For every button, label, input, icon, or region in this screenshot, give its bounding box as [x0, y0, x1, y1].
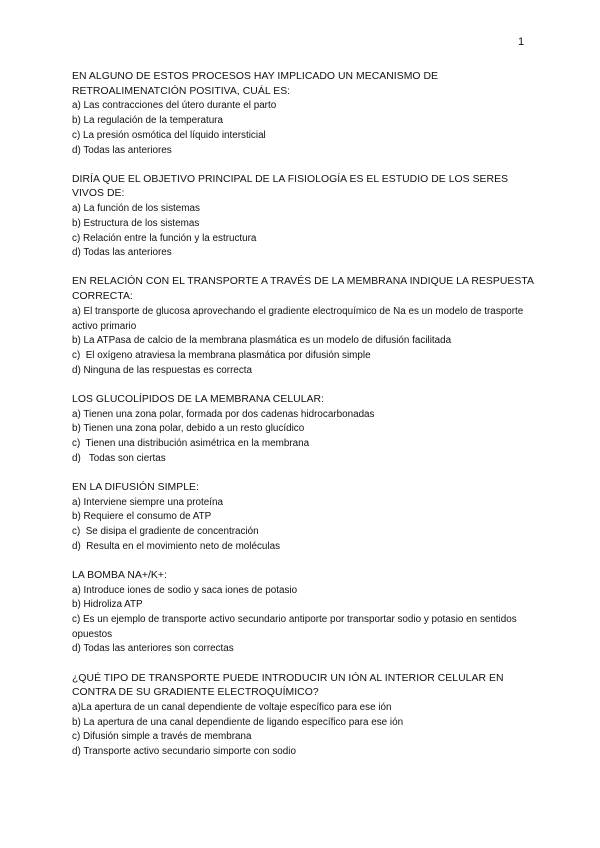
answer-option-a: a) Las contracciones del útero durante el parto — [72, 100, 277, 112]
answer-option-a: a) Introduce iones de sodio y saca iones de potasio — [72, 584, 298, 596]
question-text: ¿QUÉ TIPO DE TRANSPORTE PUEDE INTRODUCIR UN IÓN AL INTERIOR CELULAR EN CONTRA DE SU GRADIENTE ELECTROQUÍMICO? — [72, 672, 504, 699]
answer-option-b: b) La regulación de la temperatura — [72, 115, 223, 127]
question-text: DIRÍA QUE EL OBJETIVO PRINCIPAL DE LA FISIOLOGÍA ES EL ESTUDIO DE LOS SERES VIVOS DE: — [72, 173, 509, 200]
question-2 — [72, 173, 542, 261]
answer-option-c: c) Es un ejemplo de transporte activo secundario antiporte por transportar sodio y potasio en sentidos opuestos — [72, 614, 520, 640]
answer-option-d: d) Todas las anteriores son correctas — [72, 643, 234, 655]
question-text: EN ALGUNO DE ESTOS PROCESOS HAY IMPLICADO UN MECANISMO DE RETROALIMENATCIÓN POSITIVA, CUÁL ES: — [72, 71, 439, 97]
question-5 — [72, 481, 542, 555]
answer-option-c: c) El oxígeno atraviesa la membrana plasmática por difusión simple — [72, 349, 371, 361]
question-7 — [72, 672, 542, 760]
answer-option-b: b) La ATPasa de calcio de la membrana plasmática es un modelo de difusión facilitada — [72, 335, 452, 347]
answer-option-c: c) Tienen una distribución asimétrica en la membrana — [72, 437, 310, 449]
answer-option-a: a) Interviene siempre una proteína — [72, 496, 223, 508]
page-number: 1 — [518, 36, 525, 48]
question-3 — [72, 275, 542, 378]
question-4 — [72, 393, 542, 467]
question-text: EN LA DIFUSIÓN SIMPLE: — [72, 481, 199, 493]
question-list — [72, 70, 542, 774]
answer-option-d: d) Resulta en el movimiento neto de moléculas — [72, 540, 281, 552]
answer-option-b: b) Requiere el consumo de ATP — [72, 511, 212, 523]
answer-option-c: c) Relación entre la función y la estructura — [72, 232, 257, 244]
answer-option-c: c) Se disipa el gradiente de concentración — [72, 525, 259, 537]
answer-option-b: b) Hidroliza ATP — [72, 599, 143, 611]
answer-option-b: b) La apertura de una canal dependiente de ligando específico para ese ión — [72, 716, 404, 728]
answer-option-a: a) El transporte de glucosa aprovechando el gradiente electroquímico de Na es un modelo de trasporte activo primario — [72, 305, 526, 332]
answer-option-b: b) Estructura de los sistemas — [72, 217, 200, 229]
answer-option-d: d) Transporte activo secundario simporte con sodio — [72, 746, 296, 758]
answer-option-a: a)La apertura de un canal dependiente de voltaje específico para ese ión — [72, 702, 392, 714]
question-text: EN RELACIÓN CON EL TRANSPORTE A TRAVÉS DE LA MEMBRANA INDIQUE LA RESPUESTA CORRECTA: — [72, 276, 534, 303]
question-1 — [72, 70, 542, 158]
answer-option-d: d) Todas las anteriores — [72, 247, 172, 259]
question-6 — [72, 569, 542, 657]
answer-option-c: c) Difusión simple a través de membrana — [72, 731, 252, 743]
answer-option-b: b) Tienen una zona polar, debido a un resto glucídico — [72, 423, 305, 435]
question-text: LOS GLUCOLÍPIDOS DE LA MEMBRANA CELULAR: — [72, 393, 325, 405]
question-text: LA BOMBA NA+/K+: — [72, 569, 167, 581]
answer-option-d: d) Todas las anteriores — [72, 144, 172, 156]
answer-option-a: a) Tienen una zona polar, formada por dos cadenas hidrocarbonadas — [72, 408, 375, 420]
answer-option-d: d) Todas son ciertas — [72, 452, 166, 464]
answer-option-d: d) Ninguna de las respuestas es correcta — [72, 364, 253, 376]
answer-option-c: c) La presión osmótica del líquido intersticial — [72, 129, 266, 141]
answer-option-a: a) La función de los sistemas — [72, 203, 200, 215]
